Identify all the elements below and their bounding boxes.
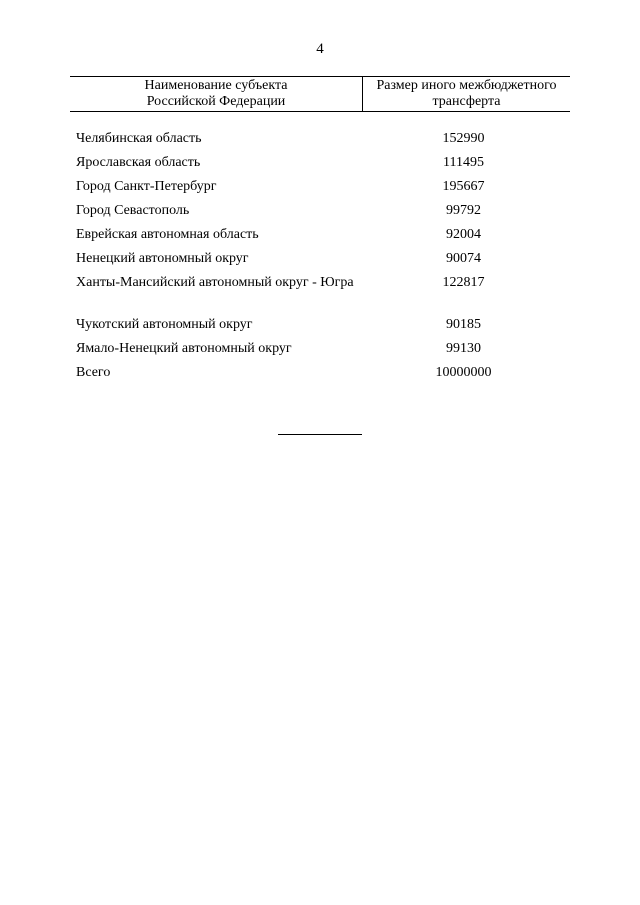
total-label: Всего: [76, 365, 111, 380]
subject-name: Город Санкт-Петербург: [76, 179, 217, 194]
table-row: [70, 202, 570, 226]
transfer-amount: 99130: [446, 341, 481, 356]
transfer-amount: 122817: [442, 275, 485, 290]
subject-name: Еврейская автономная область: [76, 227, 259, 242]
subject-name: Город Севастополь: [76, 203, 190, 218]
header-subject-name-line1: Наименование субъекта: [144, 78, 288, 93]
subject-name: Ханты-Мансийский автономный округ - Югра: [76, 275, 354, 290]
table-header: [70, 76, 570, 112]
header-subject-name-line2: Российской Федерации: [146, 94, 286, 109]
table-row: [70, 154, 570, 178]
subject-name: Ямало-Ненецкий автономный округ: [76, 341, 292, 356]
table-row: [70, 178, 570, 202]
table-row: [70, 340, 570, 364]
transfer-amount: 90074: [446, 251, 481, 266]
header-transfer-amount-line1: Размер иного межбюджетного: [376, 78, 557, 93]
table-row-total: [70, 364, 570, 388]
table-row: [70, 274, 570, 316]
header-transfer-amount-line2: трансферта: [432, 94, 501, 109]
transfer-amount: 99792: [446, 203, 481, 218]
table-row: [70, 130, 570, 154]
subject-name: Челябинская область: [76, 131, 202, 146]
table-row: [70, 250, 570, 274]
transfer-amount: 92004: [446, 227, 481, 242]
table-row: [70, 316, 570, 340]
transfer-amount: 152990: [442, 131, 485, 146]
transfer-amount: 90185: [446, 317, 481, 332]
table-row: [70, 226, 570, 250]
total-amount: 10000000: [435, 365, 492, 380]
subject-name: Чукотский автономный округ: [76, 317, 253, 332]
transfer-table: [70, 76, 570, 388]
subject-name: Ярославская область: [76, 155, 201, 170]
transfer-amount: 195667: [442, 179, 485, 194]
table-body: [70, 130, 570, 388]
end-of-document-divider: [278, 434, 362, 435]
page-number: 4: [316, 41, 324, 57]
header-subject-name: [70, 77, 363, 111]
transfer-amount: 111495: [443, 155, 484, 170]
header-transfer-amount: [363, 77, 570, 111]
subject-name: Ненецкий автономный округ: [76, 251, 249, 266]
